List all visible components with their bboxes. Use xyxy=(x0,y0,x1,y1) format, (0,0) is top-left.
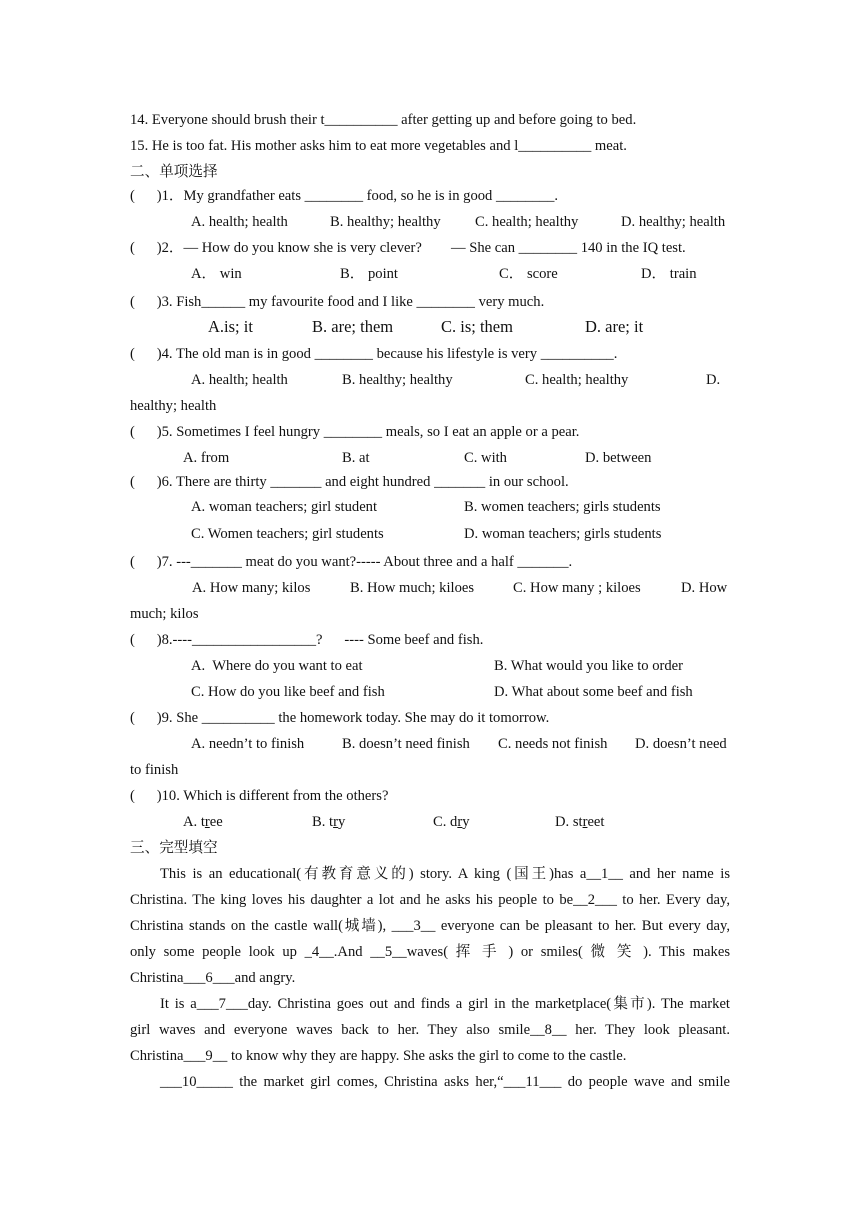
mc-q9-option-c: C. needs not finish xyxy=(498,736,608,752)
section-title-multiple-choice: 二、单项选择 xyxy=(130,164,218,180)
cloze-p2-line3: Christina___9__ to know why they are happy. She asks the girl to come to the castle. xyxy=(130,1048,627,1064)
mc-q7-stem: ( )7. ---_______ meat do you want?----- About three and a half _______. xyxy=(130,554,573,570)
mc-q10-option-a xyxy=(183,812,223,832)
option-c-suffix: y xyxy=(462,814,470,830)
mc-q6-option-a: A. woman teachers; girl student xyxy=(191,499,378,515)
option-b-underlined: r xyxy=(333,814,338,830)
question-15: 15. He is too fat. His mother asks him to eat more vegetables and l__________ meat. xyxy=(130,138,627,154)
mc-q3-option-c: C. is; them xyxy=(441,317,513,336)
cloze-p3-line1: ___10_____ the market girl comes, Christina asks her,“___11___ do people wave and smile xyxy=(160,1074,730,1090)
mc-q6-option-b: B. women teachers; girls students xyxy=(464,499,661,515)
mc-q8-option-b: B. What would you like to order xyxy=(494,658,684,674)
mc-q9-option-b: B. doesn’t need finish xyxy=(342,736,470,752)
mc-q7-option-a: A. How many; kilos xyxy=(192,580,311,596)
option-c-underlined: r xyxy=(457,814,463,830)
mc-q9-option-d-continued: to finish xyxy=(130,762,179,778)
mc-q2-option-c: C． score xyxy=(499,266,558,282)
option-d-suffix: eet xyxy=(587,814,605,830)
mc-q3-option-a: A.is; it xyxy=(208,317,253,336)
mc-q2-stem: ( )2．— How do you know she is very clever? — She can ________ 140 in the IQ test. xyxy=(130,240,686,256)
option-d-prefix: D. st xyxy=(555,814,583,830)
mc-q5-option-d: D. between xyxy=(585,450,652,466)
mc-q8-option-d: D. What about some beef and fish xyxy=(494,684,693,700)
mc-q8-option-c: C. How do you like beef and fish xyxy=(191,684,385,700)
cloze-p2-line1: It is a___7___day. Christina goes out and finds a girl in the marketplace(集市). The market xyxy=(160,996,730,1012)
mc-q5-option-b: B. at xyxy=(342,450,370,466)
option-a-underlined: r xyxy=(204,814,210,830)
mc-q1-stem: ( )1．My grandfather eats ________ food, so he is in good ________. xyxy=(130,188,559,204)
mc-q4-option-d-continued: healthy; health xyxy=(130,398,217,414)
mc-q7-option-d-continued: much; kilos xyxy=(130,606,199,622)
mc-q1-option-c: C. health; healthy xyxy=(475,214,579,230)
mc-q5-option-c: C. with xyxy=(464,450,507,466)
mc-q9-option-a: A. needn’t to finish xyxy=(191,736,305,752)
mc-q1-option-d: D. healthy; health xyxy=(621,214,726,230)
section-title-cloze: 三、完型填空 xyxy=(130,840,218,856)
mc-q4-option-c: C. health; healthy xyxy=(525,372,629,388)
mc-q6-option-d: D. woman teachers; girls students xyxy=(464,526,662,542)
option-a-suffix: ee xyxy=(209,814,223,830)
mc-q4-option-d: D. xyxy=(706,372,721,388)
option-c-prefix: C. d xyxy=(433,814,458,830)
mc-q3-option-b: B. are; them xyxy=(312,317,394,336)
mc-q7-option-b: B. How much; kiloes xyxy=(350,580,475,596)
option-a-prefix: A. t xyxy=(183,814,205,830)
mc-q10-option-b xyxy=(312,812,345,832)
mc-q2-option-b: B． point xyxy=(340,266,398,282)
mc-q6-stem: ( )6. There are thirty _______ and eight hundred _______ in our school. xyxy=(130,474,569,490)
mc-q10-option-c xyxy=(433,812,470,832)
cloze-p1-line2: Christina. The king loves his daughter a lot and he asks his people to be__2___ to her. Every day, xyxy=(130,892,730,908)
mc-q2-option-a: A． win xyxy=(191,266,242,282)
option-b-suffix: y xyxy=(337,814,346,830)
mc-q4-stem: ( )4. The old man is in good ________ because his lifestyle is very __________. xyxy=(130,346,618,362)
mc-q10-stem: ( )10. Which is different from the others? xyxy=(130,788,389,804)
mc-q1-option-a: A. health; health xyxy=(191,214,288,230)
mc-q2-option-d: D． train xyxy=(641,266,697,282)
mc-q8-stem: ( )8.----_________________? ---- Some beef and fish. xyxy=(130,632,484,648)
mc-q9-stem: ( )9. She __________ the homework today. She may do it tomorrow. xyxy=(130,710,550,726)
mc-q5-option-a: A. from xyxy=(183,450,230,466)
cloze-p2-line2: girl waves and everyone waves back to her. They also smile__8__ her. They look pleasant. xyxy=(130,1022,730,1038)
mc-q3-option-d: D. are; it xyxy=(585,317,644,336)
cloze-p1-line1: This is an educational(有教育意义的) story. A king (国王)has a__1__ and her name is xyxy=(160,866,730,882)
cloze-p1-line5: Christina___6___and angry. xyxy=(130,970,296,986)
mc-q5-stem: ( )5. Sometimes I feel hungry ________ meals, so I eat an apple or a pear. xyxy=(130,424,580,440)
mc-q7-option-d: D. How xyxy=(681,580,728,596)
mc-q7-option-c: C. How many ; kiloes xyxy=(513,580,641,596)
question-14: 14. Everyone should brush their t__________ after getting up and before going to bed. xyxy=(130,112,637,128)
mc-q10-option-d xyxy=(555,812,604,832)
mc-q6-option-c: C. Women teachers; girl students xyxy=(191,526,384,542)
mc-q9-option-d: D. doesn’t need xyxy=(635,736,727,752)
option-b-prefix: B. t xyxy=(312,814,334,830)
cloze-p1-line4: only some people look up _4__.And __5__waves( 挥 手 ) or smiles( 微 笑 ). This makes xyxy=(130,944,730,960)
mc-q4-option-b: B. healthy; healthy xyxy=(342,372,453,388)
cloze-p1-line3: Christina stands on the castle wall(城墙), ___3__ everyone can be pleasant to her. But every day, xyxy=(130,918,730,934)
option-d-underlined: r xyxy=(582,814,588,830)
mc-q3-stem: ( )3. Fish______ my favourite food and I like ________ very much. xyxy=(130,294,545,310)
mc-q8-option-a: A. Where do you want to eat xyxy=(191,658,363,674)
mc-q1-option-b: B. healthy; healthy xyxy=(330,214,441,230)
mc-q4-option-a: A. health; health xyxy=(191,372,288,388)
